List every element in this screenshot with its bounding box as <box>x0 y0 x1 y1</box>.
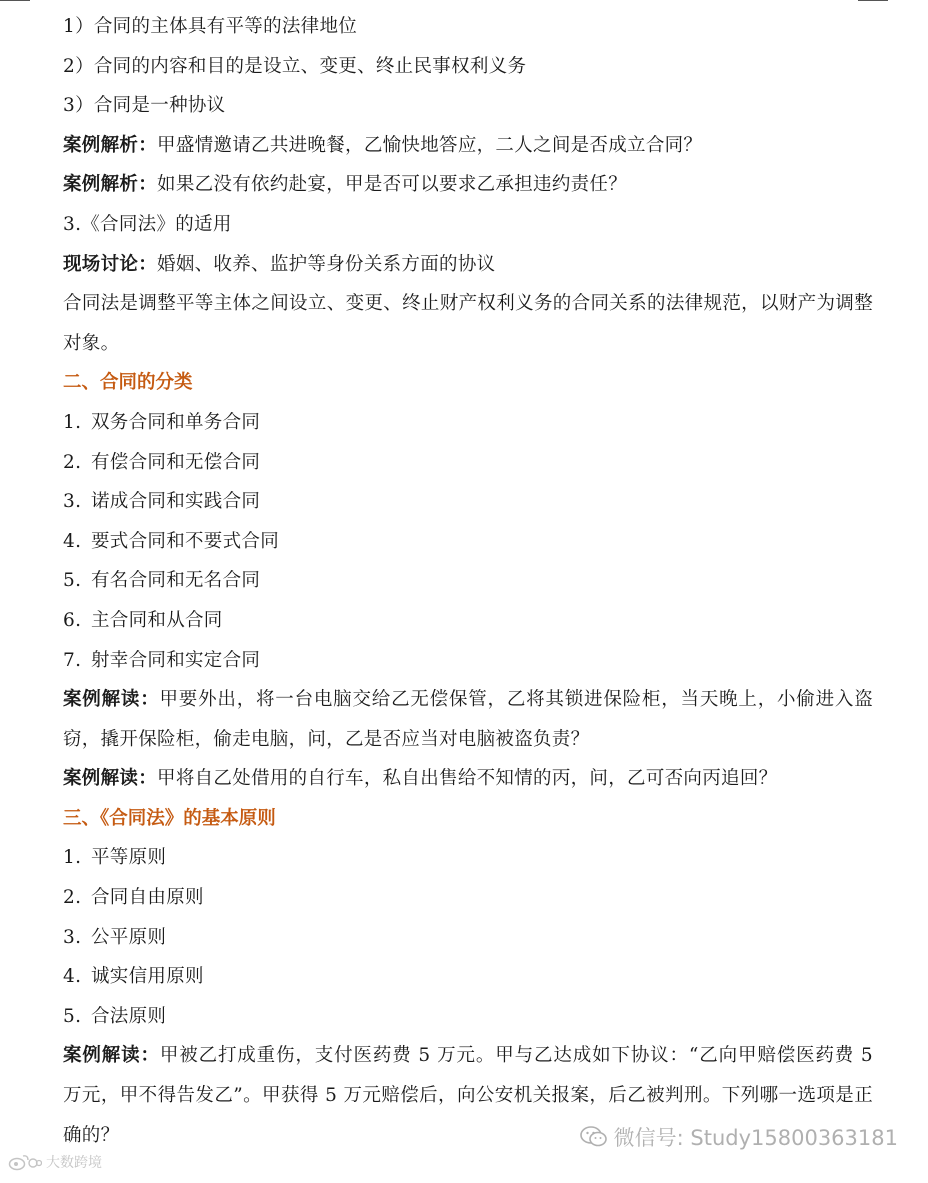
wechat-watermark <box>580 1122 898 1152</box>
case-analysis-2 <box>63 165 873 205</box>
weibo-brand-text: 大数跨境 <box>46 1155 102 1171</box>
case-analysis-1 <box>63 126 873 166</box>
wechat-icon <box>580 1126 608 1148</box>
case-text: 甲盛情邀请乙共进晚餐，乙愉快地答应，二人之间是否成立合同？ <box>157 134 703 156</box>
case-label: 案例解读： <box>63 768 158 790</box>
list-item: 5. 有名合同和无名合同 <box>63 570 261 592</box>
list-item: 4. 诚实信用原则 <box>63 966 204 988</box>
discussion-text: 婚姻、收养、监护等身份关系方面的协议 <box>157 253 496 275</box>
list-item: 1. 平等原则 <box>63 847 167 869</box>
weibo-icon <box>8 1153 42 1171</box>
case-label: 案例解析： <box>63 134 158 156</box>
case-label: 案例解读： <box>63 1045 160 1067</box>
case-text: 甲将自乙处借用的自行车，私自出售给不知情的丙，问，乙可否向丙追回？ <box>157 768 778 790</box>
list-item: 1）合同的主体具有平等的法律地位 <box>63 16 358 37</box>
list-item: 7. 射幸合同和实定合同 <box>63 649 261 671</box>
list-item: 2. 有偿合同和无偿合同 <box>63 451 261 473</box>
paragraph: 合同法是调整平等主体之间设立、变更、终止财产权利义务的合同关系的法律规范，以财产为调整对象。 <box>63 293 873 354</box>
list-item: 1. 双务合同和单务合同 <box>63 411 261 433</box>
wechat-id-text: 微信号: Study15800363181 <box>613 1126 898 1150</box>
case-reading-2 <box>63 759 873 799</box>
weibo-watermark <box>8 1152 102 1172</box>
page-corner-mark-right <box>858 0 888 1</box>
list-item: 6. 主合同和从合同 <box>63 609 223 631</box>
list-item: 3）合同是一种协议 <box>63 95 226 117</box>
subsection-title: 3.《合同法》的适用 <box>63 213 232 235</box>
case-text: 甲被乙打成重伤，支付医药费 5 万元。甲与乙达成如下协议：“乙向甲赔偿医药费 5 万元，甲不得告发乙”。甲获得 5 万元赔偿后，向公安机关报案，后乙被判刑。下列哪一选项是正确的？ <box>63 1045 873 1146</box>
page-corner-mark-left <box>0 0 30 1</box>
case-label: 案例解读： <box>63 689 160 711</box>
case-label: 案例解析： <box>63 174 158 196</box>
list-item: 2. 合同自由原则 <box>63 887 204 909</box>
case-text: 如果乙没有依约赴宴，甲是否可以要求乙承担违约责任？ <box>157 174 628 196</box>
discussion-label: 现场讨论： <box>63 253 158 275</box>
document-body <box>63 7 873 1155</box>
discussion <box>63 245 873 285</box>
section-heading: 三、《合同法》的基本原则 <box>63 807 276 829</box>
list-item: 2）合同的内容和目的是设立、变更、终止民事权利义务 <box>63 55 527 77</box>
list-item: 4. 要式合同和不要式合同 <box>63 530 280 552</box>
section-heading: 二、合同的分类 <box>63 372 193 394</box>
case-reading-1 <box>63 680 873 759</box>
list-item: 5. 合法原则 <box>63 1005 167 1027</box>
case-text: 甲要外出，将一台电脑交给乙无偿保管，乙将其锁进保险柜，当天晚上，小偷进入盗窃，撬开保险柜，偷走电脑，问，乙是否应当对电脑被盗负责？ <box>63 689 873 750</box>
list-item: 3. 诺成合同和实践合同 <box>63 491 261 513</box>
list-item: 3. 公平原则 <box>63 926 167 948</box>
